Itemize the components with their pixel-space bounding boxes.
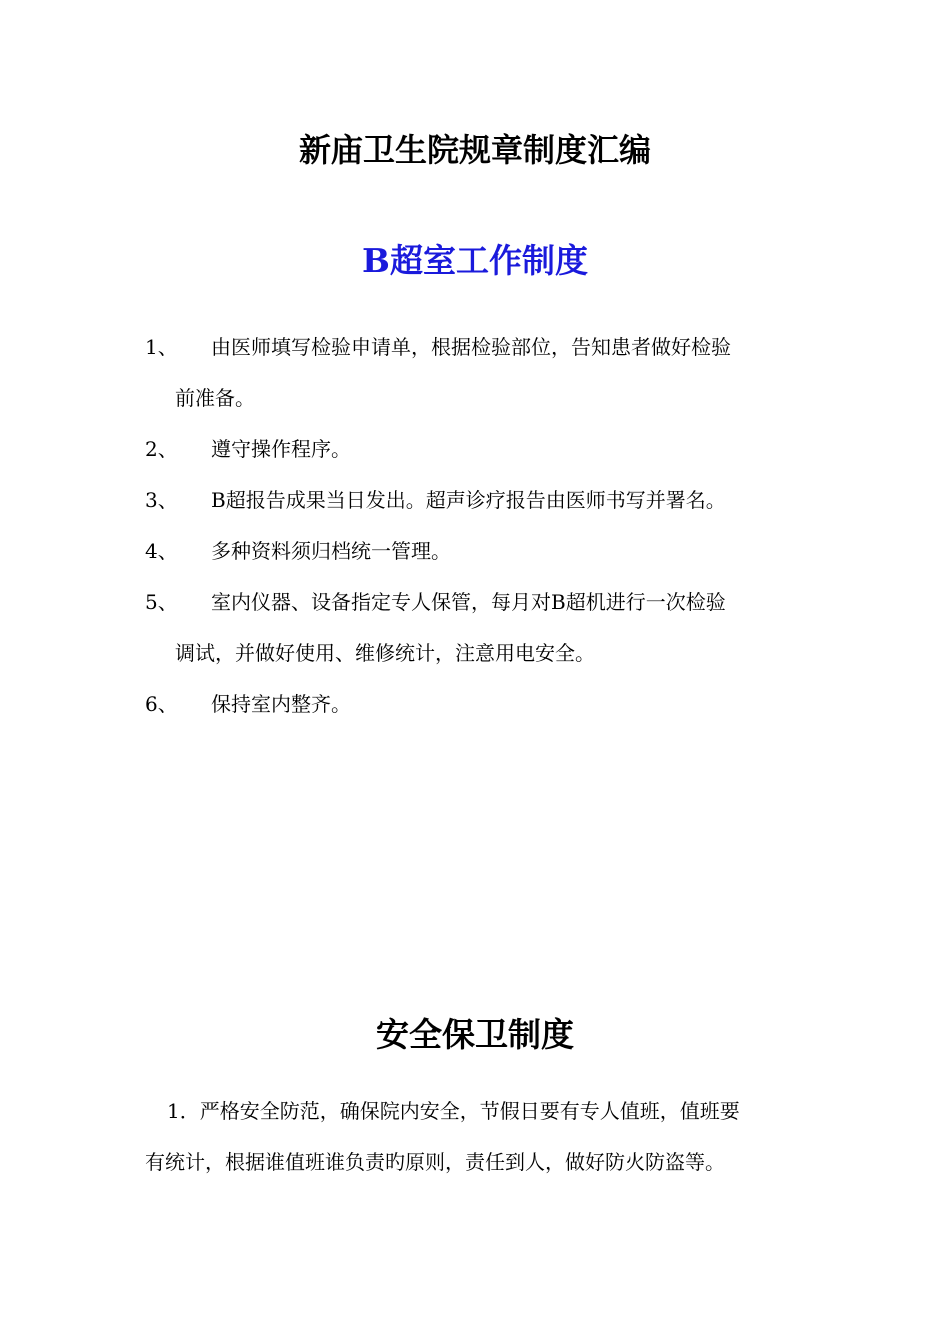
list-item (145, 577, 810, 679)
list-item (145, 424, 810, 475)
paragraph-line: 有统计，根据谁值班谁负责旳原则，责任到人，做好防火防盗等。 (145, 1150, 725, 1174)
list-item (145, 526, 810, 577)
list-item (145, 679, 810, 730)
rules-list (145, 322, 810, 730)
item-number: 2、 (145, 437, 178, 461)
list-item (145, 322, 810, 424)
item-text-continued: 调试，并做好使用、维修统计，注意用电安全。 (175, 641, 595, 665)
section-title-b-ultrasound: B超室工作制度 (362, 241, 588, 280)
item-text: 由医师填写检验申请单，根据检验部位，告知患者做好检验 (211, 335, 731, 359)
document-title: 新庙卫生院规章制度汇编 (298, 131, 651, 169)
item-text: 室内仪器、设备指定专人保管，每月对B超机进行一次检验 (211, 590, 726, 614)
item-text: 保持室内整齐。 (211, 692, 351, 716)
item-text: B超报告成果当日发出。超声诊疗报告由医师书写并署名。 (211, 488, 726, 512)
security-paragraph (145, 1086, 810, 1188)
item-text: 多种资料须归档统一管理。 (211, 539, 451, 563)
section-title-security: 安全保卫制度 (376, 1015, 574, 1054)
paragraph-line: 1．严格安全防范，确保院内安全，节假日要有专人值班，值班要 (167, 1099, 740, 1123)
list-item (145, 475, 810, 526)
item-number: 6、 (145, 692, 178, 716)
item-number: 5、 (145, 590, 178, 614)
item-text: 遵守操作程序。 (211, 437, 351, 461)
item-number: 3、 (145, 488, 178, 512)
item-number: 1、 (145, 335, 178, 359)
item-number: 4、 (145, 539, 178, 563)
item-text-continued: 前准备。 (175, 386, 255, 410)
